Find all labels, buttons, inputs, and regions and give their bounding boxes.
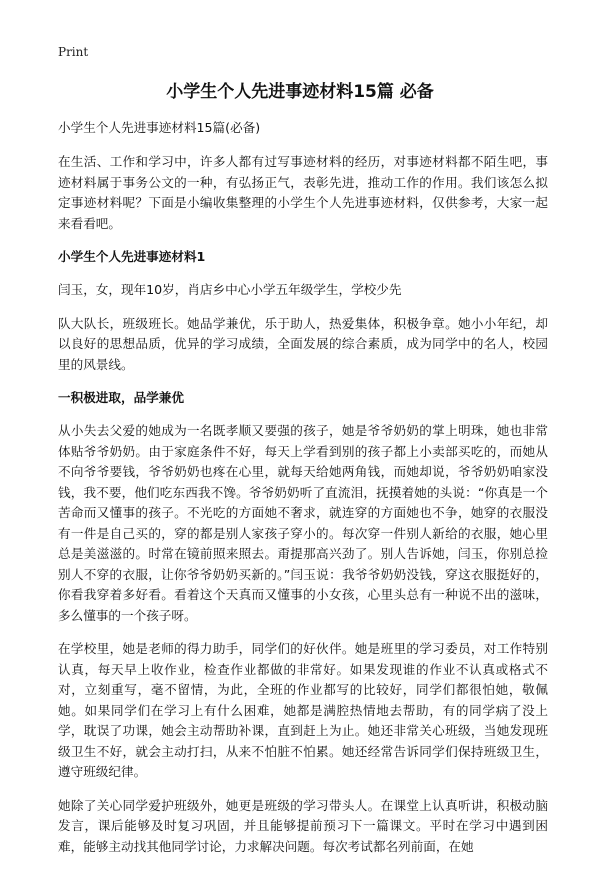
family-paragraph: 从小失去父爱的她成为一名既孝顺又要强的孩子，她是爷爷奶奶的掌上明珠，她也非常体贴爷爷奶奶。由于家庭条件不好，每天上学看到别的孩子都上小卖部买吃的，而她从不向爷爷要钱，爷爷奶奶也疼在心里，就每天给她两角钱，而她却说，爷爷奶奶咱家没钱，我不要，他们吃东西我不馋。爷爷奶奶听了直流泪，抚摸着她的头说：“你真是一个苦命而又懂事的孩子。不光吃的方面她不奢求，就连穿的方面她也不争，她穿的衣服没有一件是自己买的，穿的都是别人家孩子穿小的。每次穿一件别人新给的衣服，她心里总是美滋滋的。时常在镜前照来照去。甭提那高兴劲了。别人告诉她，闫玉，你别总捡别人不穿的衣服，让你爷爷奶奶买新的。”闫玉说：我爷爷奶奶没钱，穿这衣服挺好的，你看我穿着多好看。看着这个天真而又懂事的小女孩，心里头总有一种说不出的滋味，多么懂事的一个孩子呀。 (58, 423, 548, 623)
student-intro-paragraph: 队大队长，班级班长。她品学兼优，乐于助人，热爱集体，积极争章。她小小年纪，却以良好的思想品质，优异的学习成绩，全面发展的综合素质，成为同学中的名人，校园里的风景线。 (58, 315, 548, 372)
school-paragraph: 在学校里，她是老师的得力助手，同学们的好伙伴。她是班里的学习委员，对工作特别认真，每天早上收作业，检查作业都做的非常好。如果发现谁的作业不认真或格式不对，立刻重写，毫不留情，为此，全班的作业都写的比较好，同学们都很怕她，敬佩她。如果同学们在学习上有什么困难，她都是满腔热情地去帮助，有的同学病了没上学，耽误了功课，她会主动帮助补课，直到赶上为止。她还非常关心班级，当她发现班级卫生不好，就会主动打扫，从来不怕脏不怕累。她还经常告诉同学们保持班级卫生，遵守班级纪律。 (58, 641, 548, 779)
student-intro-line: 闫玉，女，现年10岁，肖店乡中心小学五年级学生，学校少先 (58, 282, 402, 297)
subheading-progress: 一积极进取，品学兼优 (58, 390, 184, 405)
section-heading-1: 小学生个人先进事迹材料1 (58, 249, 206, 264)
intro-paragraph: 在生活、工作和学习中，许多人都有过写事迹材料的经历，对事迹材料都不陌生吧，事迹材料属于事务公文的一种，有弘扬正气，表彰先进，推动工作的作用。我们该怎么拟定事迹材料呢？下面是小编收集整理的小学生个人先进事迹材料，仅供参考，大家一起来看看吧。 (58, 154, 548, 231)
study-paragraph: 她除了关心同学爱护班级外，她更是班级的学习带头人。在课堂上认真听讲，积极动脑发言，课后能够及时复习巩固，并且能够提前预习下一篇课文。平时在学习中遇到困难，能够主动找其他同学讨论，力求解决问题。每次考试都名列前面，在她 (58, 797, 548, 854)
print-link[interactable]: Print (58, 45, 89, 59)
article-subtitle: 小学生个人先进事迹材料15篇(必备) (58, 120, 261, 135)
page-title: 小学生个人先进事迹材料15篇 必备 (166, 82, 434, 102)
article-body (58, 118, 548, 870)
